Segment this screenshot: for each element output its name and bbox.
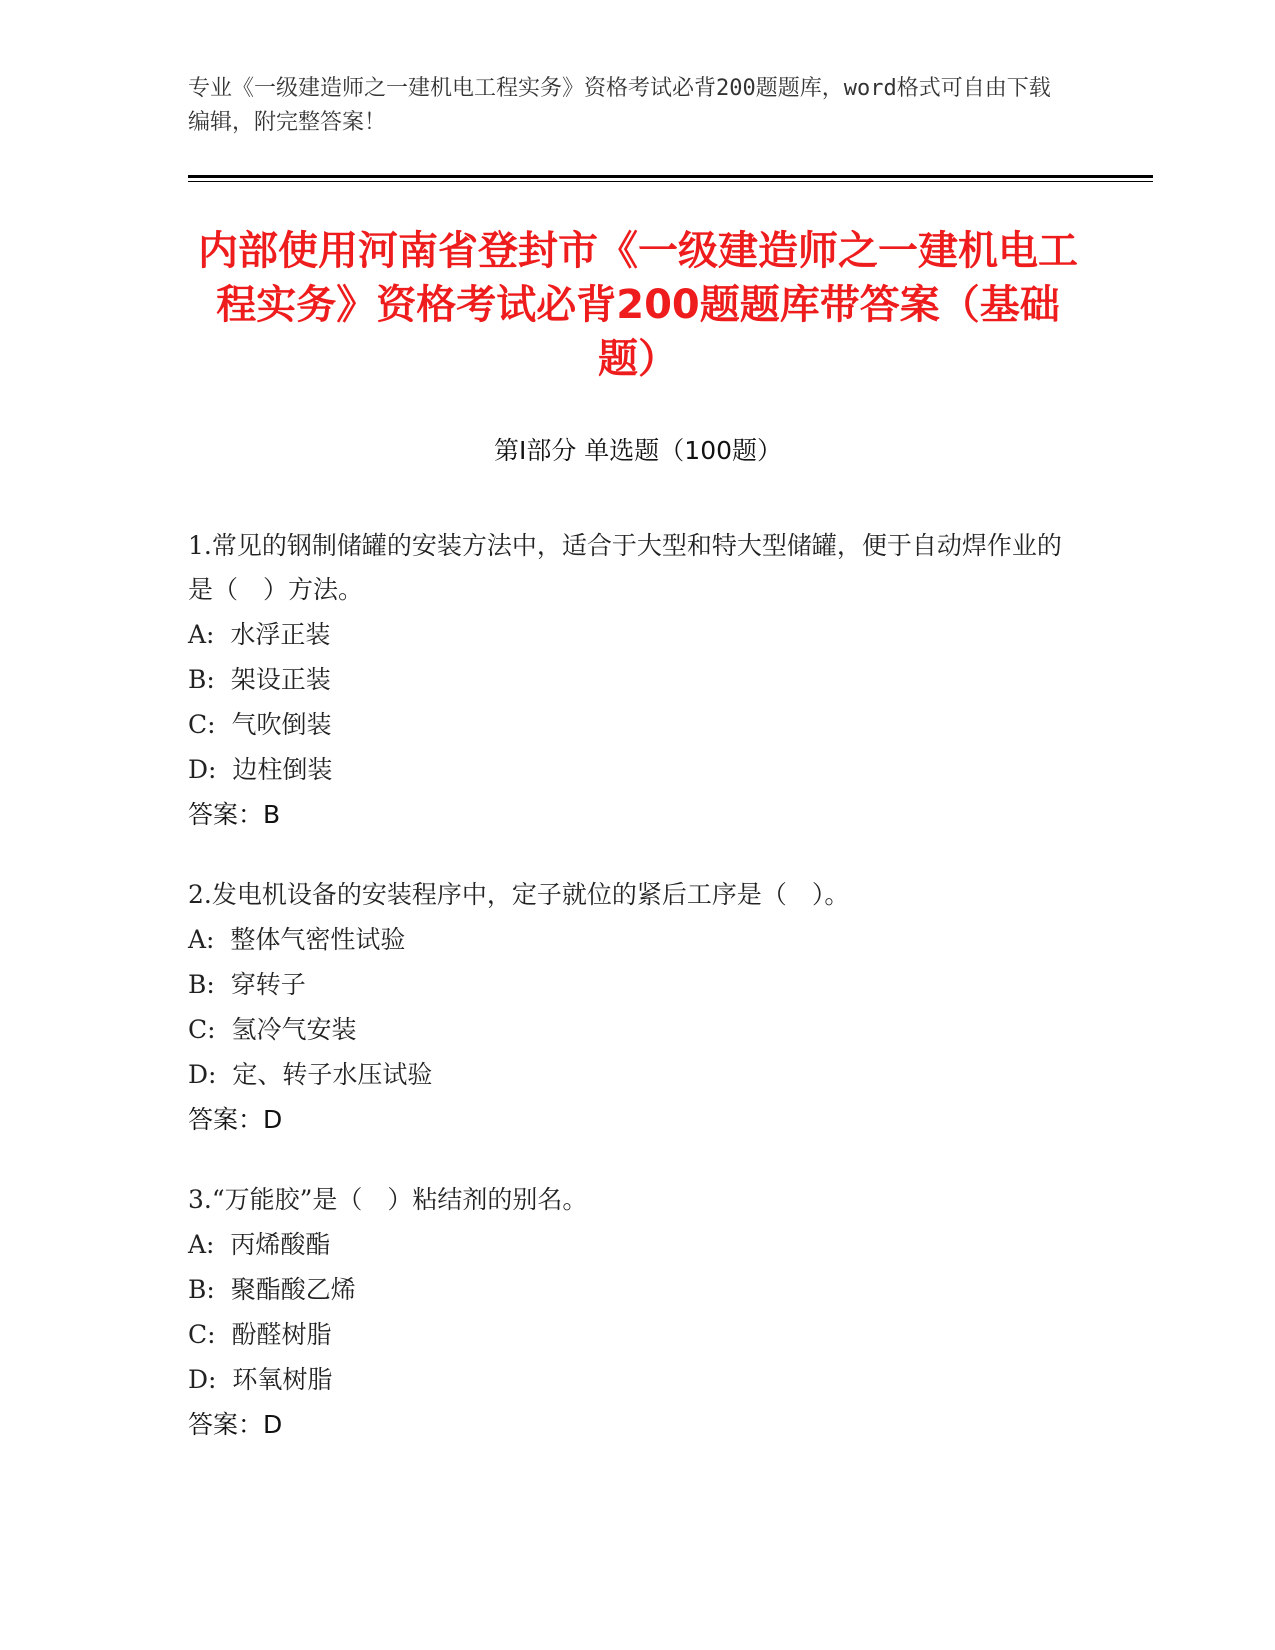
question-stem: 3.“万能胶”是（ ）粘结剂的别名。 (188, 1185, 588, 1214)
option-b: B: 聚酯酸乙烯 (188, 1275, 356, 1304)
question-stem: 1.常见的钢制储罐的安装方法中，适合于大型和特大型储罐，便于自动焊作业的是（ ）方法。 (188, 531, 1062, 604)
option-c: C: 氢冷气安装 (188, 1015, 357, 1044)
option-a: A: 水浮正装 (188, 620, 331, 649)
question-2 (188, 873, 1068, 1142)
header-rule-thick (188, 175, 1153, 178)
option-a: A: 丙烯酸酯 (188, 1230, 331, 1259)
answer: 答案：B (188, 800, 281, 829)
section-title: 第I部分 单选题（100题） (493, 436, 783, 465)
question-list (188, 524, 1068, 1483)
option-b: B: 穿转子 (188, 970, 306, 999)
answer: 答案：D (188, 1105, 283, 1134)
answer: 答案：D (188, 1410, 283, 1439)
header-rule-thin (188, 181, 1153, 182)
option-d: D: 边柱倒装 (188, 755, 333, 784)
option-b: B: 架设正装 (188, 665, 331, 694)
option-a: A: 整体气密性试验 (188, 925, 406, 954)
question-stem: 2.发电机设备的安装程序中，定子就位的紧后工序是（ ）。 (188, 880, 850, 909)
question-3 (188, 1178, 1068, 1447)
option-c: C: 酚醛树脂 (188, 1320, 332, 1349)
header-note: 专业《一级建造师之一建机电工程实务》资格考试必背200题题库，word格式可自由下载编辑，附完整答案！ (188, 76, 1051, 135)
document-title: 内部使用河南省登封市《一级建造师之一建机电工程实务》资格考试必背200题题库带答案（基础题） (198, 228, 1078, 382)
question-1 (188, 524, 1068, 837)
option-d: D: 定、转子水压试验 (188, 1060, 433, 1089)
option-d: D: 环氧树脂 (188, 1365, 333, 1394)
option-c: C: 气吹倒装 (188, 710, 332, 739)
